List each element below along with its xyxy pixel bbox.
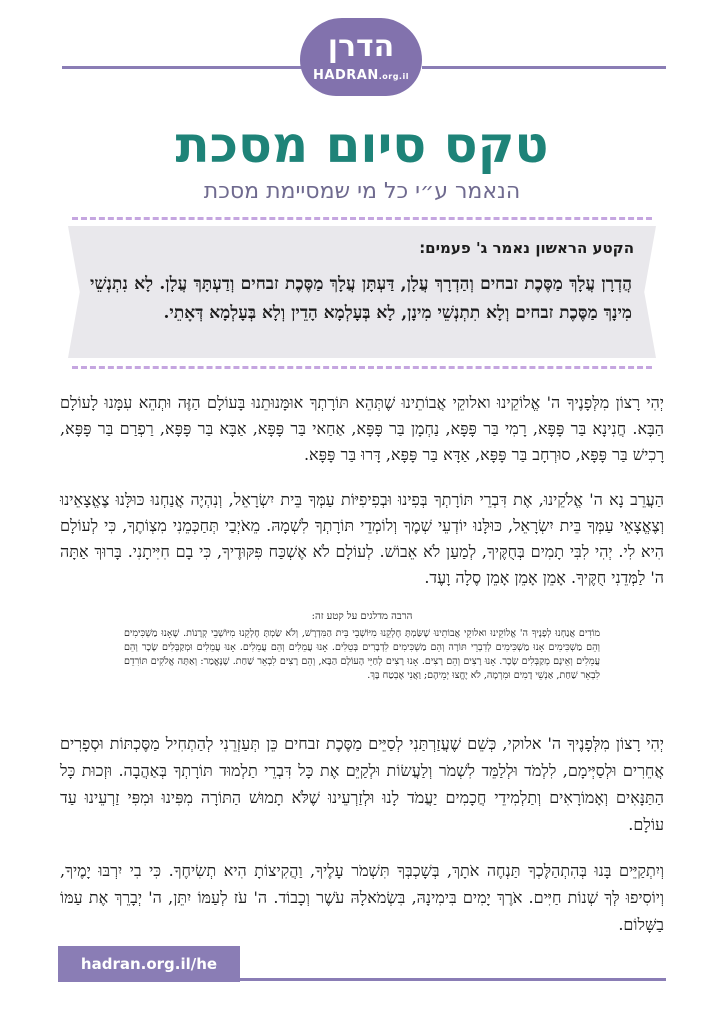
prayer-paragraph-1: יְהִי רָצוֹן מִלְּפָנֶיךָ ה' אֱלוֹקֵינוּ ואלוקֵי אֲבוֹתֵינוּ שֶׁתְּהֵא תּוֹרָתְךָ אוּמָּנוּתֵנוּ בָּעוֹלָם הַזֶּה וּתְהֵא עִמָּנוּ לָעוֹלָם הַבָּא. חֲנִינָא בַּר פָּפָּא, רָמִי בַּר פָּפָּא, נַחְמָן בַּר פָּפָּא, אַחַאי בַּר פָּפָּא, אַבָּא בַּר פָּפָּא, רַפְרַם בַּר פָּפָּא, רָכִישׁ בַּר פָּפָּא, סוּרְחָב בַּר פָּפָּא, אַדָּא בַּר פָּפָּא, דָּרוּ בַּר פָּפָּא. (60, 393, 664, 464)
logo-domain-suffix: .org.il (378, 72, 409, 81)
header-rule-left (62, 66, 302, 69)
footer-url-link[interactable]: hadran.org.il/he (58, 946, 240, 982)
footer-rule (240, 978, 666, 981)
dashed-divider-top (72, 217, 652, 220)
prayer-paragraph-2: הַעֲרֵב נָא ה' אֱלֹקֵינוּ, אֶת דִּבְרֵי תּוֹרָתְךָ בְּפִינוּ וּבְפִיפִיּוֹת עַמְּךָ בֵּית יִשְׂרָאֵל, וְנִהְיֶה אֲנַחְנוּ כּוּלָּנוּ צֶאֱצָאֵינוּ וְצֶאֱצָאֵי עַמְּךָ בֵּית יִשְׂרָאֵל, כּוּלָּנוּ יוֹדְעֵי שְׁמֶךָ וְלוֹמְדֵי תּוֹרָתְךָ לִשְׁמָהּ. מֵאֹיְבַי תְּחַכְּמֵנִי מִצְוֹתֶךָ, כִּי לְעוֹלָם הִיא לִי. יְהִי לִבִּי תָמִים בְּחֻקֶּיךָ, לְמַעַן לֹא אֵבוֹשׁ. לְעוֹלָם לֹא אֶשְׁכַּח פִּקּוּדֶיךָ, כִּי בָם חִיִּיתָנִי. בָּרוּךְ אַתָּה ה' לַמְּדֵנִי חֻקֶּיךָ. אָמֵן אָמֵן אָמֵן סֶלָה וָעֶד. (60, 490, 664, 587)
dashed-divider-bottom (72, 366, 652, 369)
page-title: טקס סיום מסכת (175, 116, 549, 174)
optional-section-text: מוֹדִים אֲנַחְנוּ לְפָנֶיךָ ה' אֱלוֹקֵינוּ ואלוקֵי אֲבוֹתֵינוּ שֶׁשַּׂמְתָּ חֶלְקֵנוּ מִיּוֹשְׁבֵי בֵּית הַמִּדְרָשׁ, וְלֹא שַׂמְתָּ חֶלְקֵנוּ מִיּוֹשְׁבֵי קְרָנוֹת. שֶׁאָנוּ מַשְׁכִּימִים וְהֵם מַשְׁכִּימִים אָנוּ מַשְׁכִּימִים לְדִבְרֵי תּוֹרָה וְהֵם מַשְׁכִּימִים לִדְבָרִים בְּטֵלִים. אָנוּ עֲמֵלִים וְהֵם עֲמֵלִים. אָנוּ עֲמֵלִים וּמְקַבְּלִים שָׂכָר וְהֵם עֲמֵלִים וְאֵינָם מְקַבְּלִים שָׂכָר. אָנוּ רָצִים וְהֵם רָצִים. אָנוּ רָצִים לְחַיֵּי הָעוֹלָם הַבָּא, וְהֵם רָצִים לִבְאֵר שַׁחַת. שֶׁנֶּאֱמַר: וְאַתָּה אֱלֹקִים תּוֹרִדֵם לִבְאֵר שַׁחַת, אַנְשֵׁי דָמִים וּמִרְמָה, לֹא יֶחֱצוּ יְמֵיהֶם; וַאֲנִי אֶבְטַח בָּךְ. (124, 628, 600, 681)
header-rule-right (422, 66, 666, 69)
logo-wordmark-latin (300, 68, 422, 83)
page-subtitle: הנאמר ע״י כל מי שמסיימת מסכת (203, 179, 521, 204)
logo-wordmark-hebrew: הדרן (327, 29, 395, 64)
hadran-logo (300, 18, 422, 96)
logo-wordmark-latin-main: HADRAN (313, 68, 379, 83)
prayer-paragraph-3: יְהִי רָצוֹן מִלְּפָנֶיךָ ה' אלוקי, כְּשֵׁם שֶׁעֲזַרְתַּנִי לְסַיֵּים מַסֶּכֶת זבחים כֵּן תְּעַזְרֵנִי לְהַתְחִיל מַסֶּכְתּוֹת וּסְפָרִים אֲחֵרִים וּלְסַיְּימָם, לִלְמֹד וּלְלַמֵּד לִשְׁמֹר וְלַעֲשׂוֹת וּלְקַיֵּם אֶת כָּל דִּבְרֵי תַלְמוּד תּוֹרָתְךָ בְּאַהֲבָה. וּזְכוּת כָּל הַתַּנָּאִים וְאָמוֹרָאִים וְתַלְמִידֵי חֲכָמִים יַעֲמֹד לָנוּ וּלְזַרְעֵינוּ שֶׁלֹּא תָמוּשׁ הַתּוֹרָה מִפִּינוּ וּמִפִּי זַרְעֵינוּ עַד עוֹלָם. (60, 734, 664, 834)
prayer-paragraph-4: וְיִתְקַיֵּים בָּנוּ בְּהִתְהַלֶּכְךָ תַּנְחֶה אֹתָךְ, בְּשָׁכְבְּךָ תִּשְׁמֹר עָלֶיךָ, וַהֲקִיצוֹתָ הִיא תְשִׂיחֶךָ. כִּי בִי יִרְבּוּ יָמֶיךָ, וְיוֹסִיפוּ לְּךָ שְׁנוֹת חַיִּים. אֹרֶךְ יָמִים בִּימִינָהּ, בִּשְׂמֹאלָהּ עֹשֶׁר וְכָבוֹד. ה' עֹז לְעַמּוֹ יִתֵּן, ה' יְבָרֵךְ אֶת עַמּוֹ בַשָּׁלוֹם. (60, 861, 665, 934)
highlight-box-heading: הקטע הראשון נאמר ג' פעמים: (419, 239, 634, 257)
hadran-recitation-text: הֲדְרָן עֲלָךְ מַסֶּכֶת זבחים וְהַדְרָךְ עֲלָן, דַּעְתָּן עֲלָךְ מַסֶּכֶת זבחים וְדַעְתָּךְ עֲלָן. לָא נִתְנְשֵׁי מִינָךְ מַסֶּכֶת זבחים וְלָא תִתְנְשֵׁי מִינָן, לָא בְּעָלְמָא הָדֵין וְלָא בְּעָלְמָא דְּאָתֵי. (90, 274, 632, 323)
optional-section-title: הרבה מדלגים על קטע זה: (311, 611, 413, 622)
